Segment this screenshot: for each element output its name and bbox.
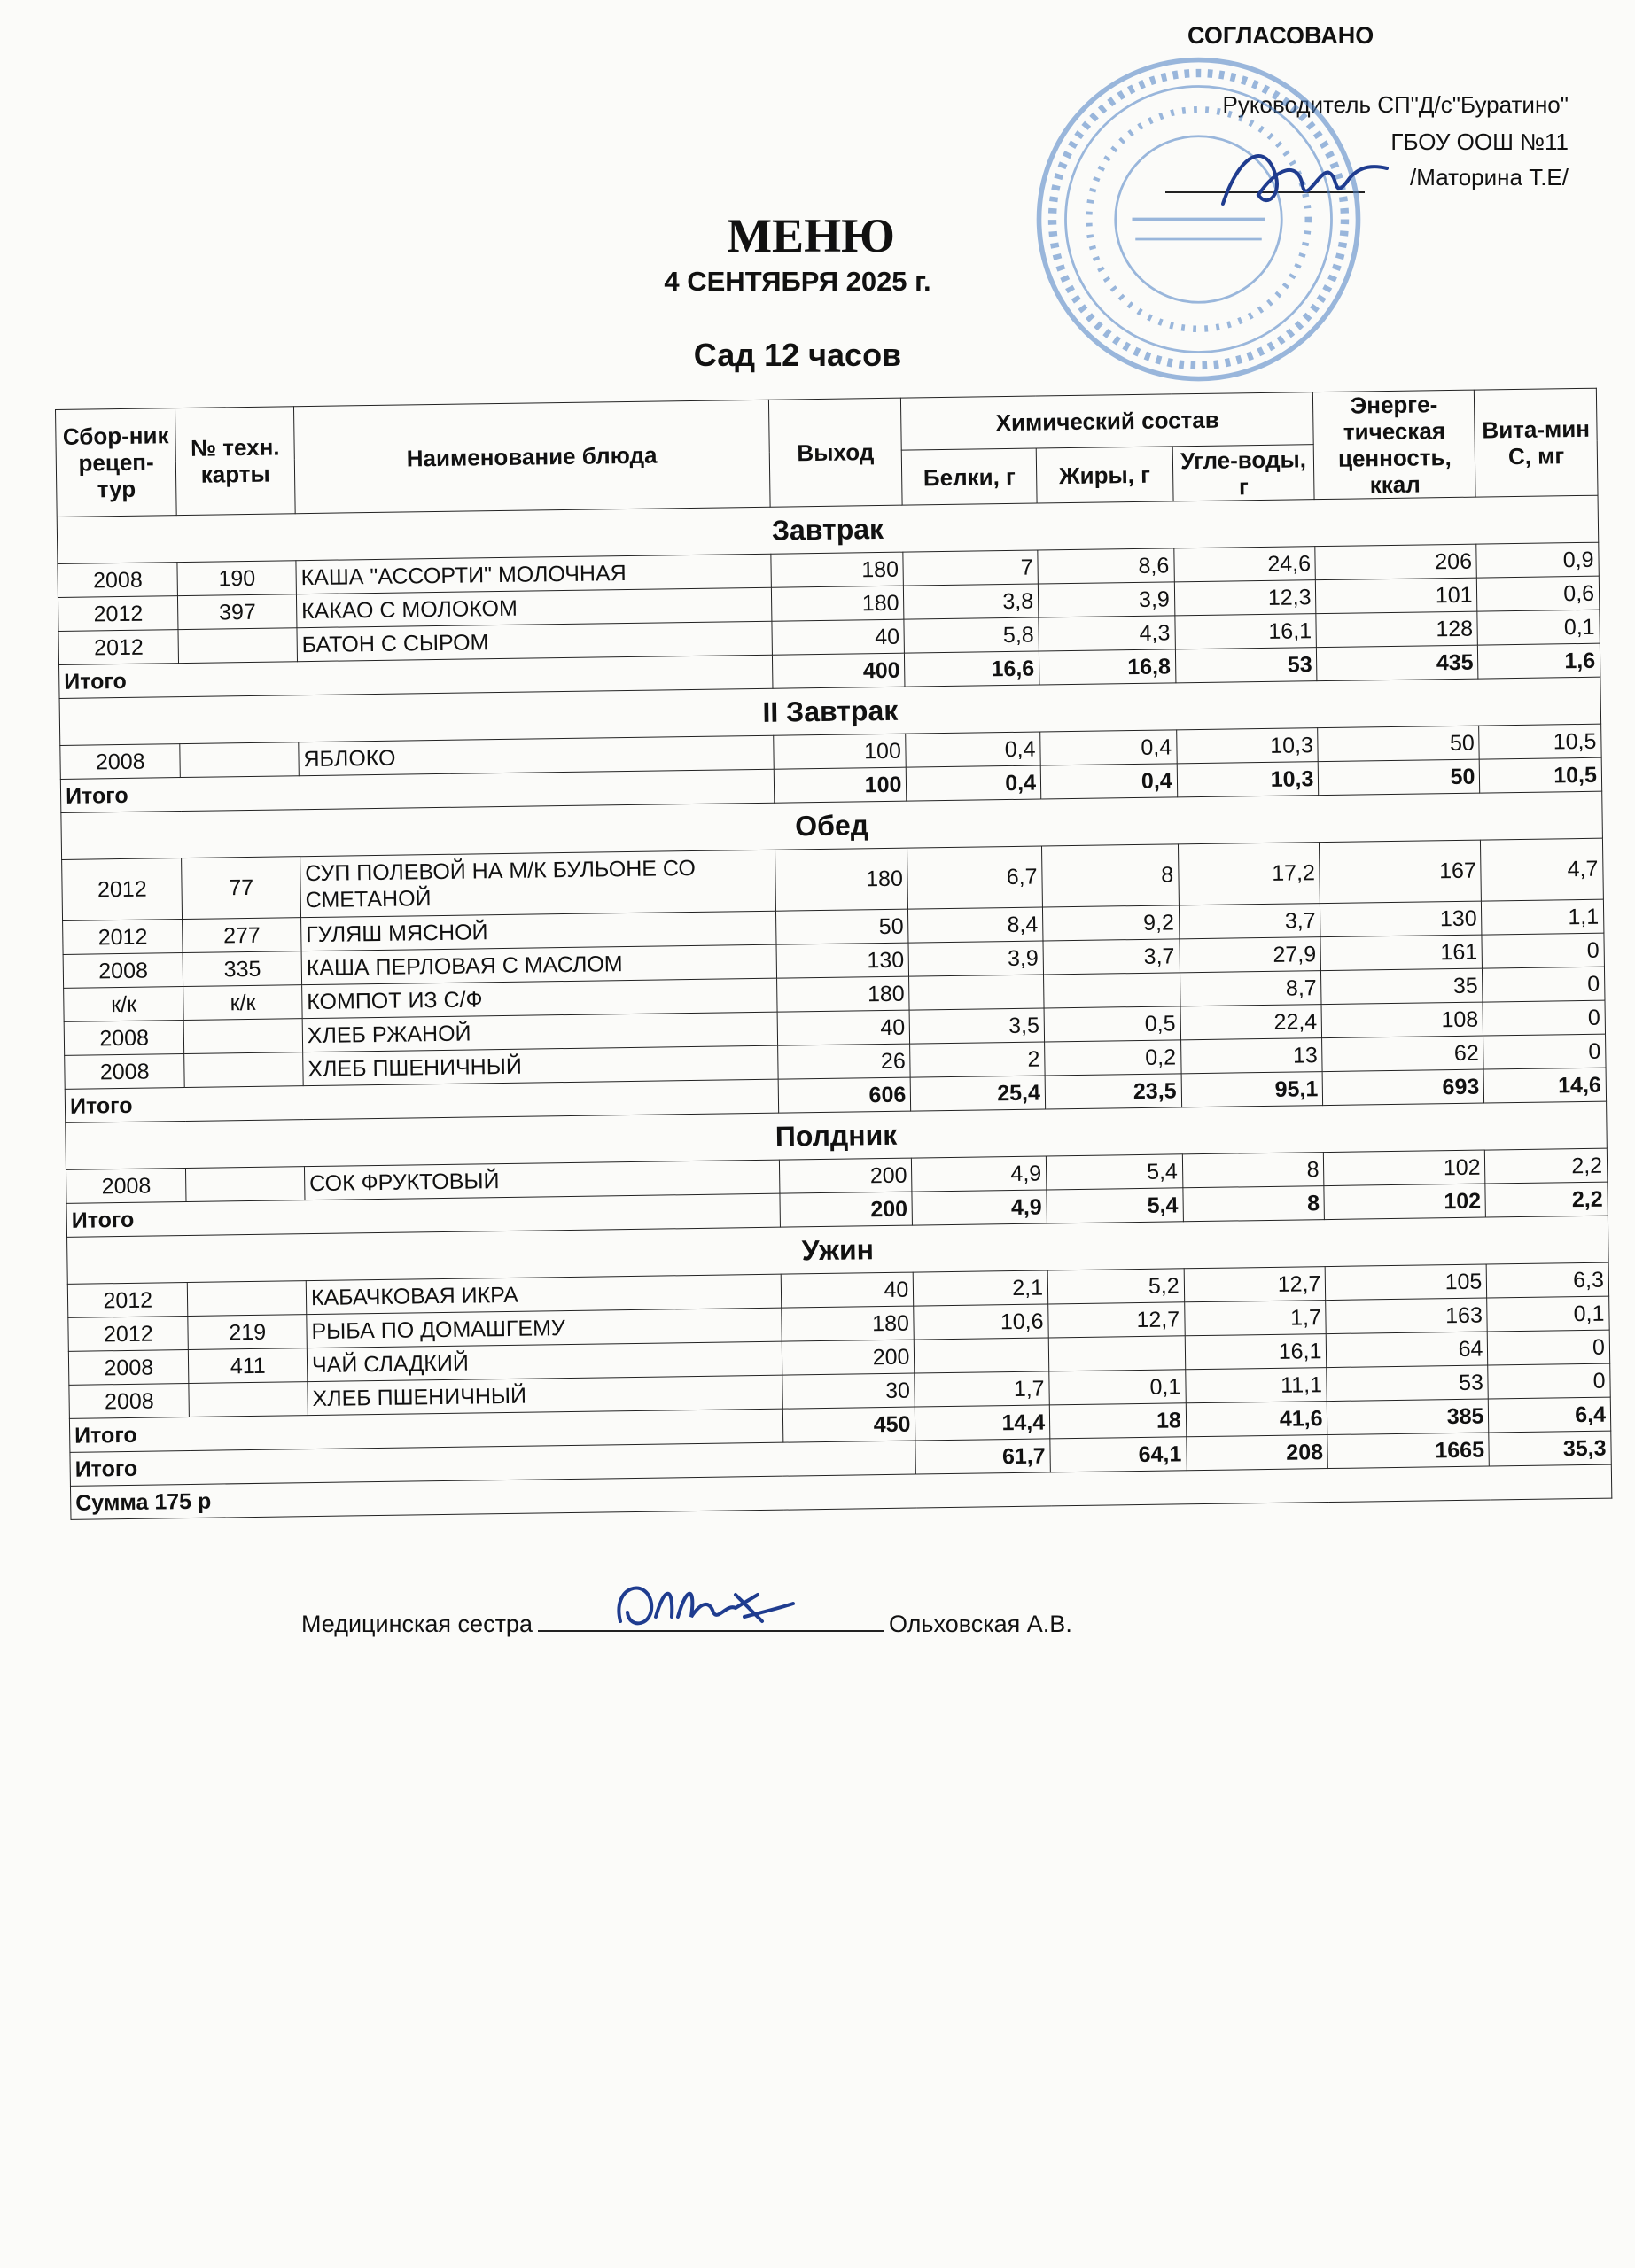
cell-fat: 5,2 — [1047, 1269, 1184, 1304]
total-cell: 23,5 — [1045, 1074, 1181, 1109]
total-cell: 41,6 — [1186, 1402, 1327, 1437]
col-fat: Жиры, г — [1036, 447, 1173, 503]
cell-yield: 50 — [775, 909, 908, 944]
cell-yield: 30 — [782, 1373, 915, 1409]
approval-line-1: Руководитель СП"Д/с"Буратино" — [1222, 91, 1569, 118]
cell-vitc: 0,9 — [1476, 542, 1599, 578]
cell-vitc: 6,3 — [1487, 1262, 1609, 1298]
cell-yield: 180 — [776, 976, 909, 1012]
col-protein: Белки, г — [902, 449, 1038, 506]
cell-carbs: 16,1 — [1175, 614, 1317, 649]
col-dish: Наименование блюда — [293, 400, 769, 513]
nurse-signature-line — [538, 1611, 884, 1632]
cell-vitc: 0 — [1488, 1330, 1610, 1365]
cell-yield: 180 — [782, 1306, 915, 1341]
cell-protein: 2,1 — [914, 1270, 1048, 1306]
nurse-name: Ольховская А.В. — [888, 1611, 1072, 1637]
cell-dish: КАША ПЕРЛОВАЯ С МАСЛОМ — [301, 944, 776, 984]
cell-protein: 2 — [910, 1042, 1045, 1077]
total-cell: 435 — [1317, 645, 1478, 681]
group-label: Сад 12 часов — [693, 337, 902, 373]
cell-fat: 0,2 — [1045, 1040, 1181, 1076]
cell-energy: 101 — [1316, 578, 1477, 614]
cell-protein: 3,8 — [904, 584, 1039, 619]
total-cell: 450 — [782, 1407, 915, 1442]
cell-carbs: 10,3 — [1176, 728, 1318, 764]
cell-collection: 2008 — [65, 1054, 185, 1090]
cell-tech-card — [184, 1019, 303, 1054]
cell-energy: 130 — [1320, 901, 1482, 937]
cell-protein: 10,6 — [914, 1304, 1048, 1340]
total-cell: 16,6 — [905, 651, 1039, 687]
total-cell: 14,4 — [915, 1405, 1050, 1441]
grand-total-cell: 61,7 — [915, 1439, 1050, 1474]
total-cell: 385 — [1327, 1399, 1489, 1435]
cell-carbs: 12,3 — [1174, 580, 1316, 616]
cell-energy: 128 — [1316, 611, 1477, 648]
cell-vitc: 0,6 — [1477, 576, 1600, 611]
cell-fat — [1048, 1336, 1185, 1371]
cell-dish: СОК ФРУКТОВЫЙ — [304, 1160, 779, 1200]
page-title: МЕНЮ — [727, 209, 895, 262]
col-yield: Выход — [768, 398, 902, 507]
cell-collection: 2008 — [58, 563, 178, 598]
cell-collection: 2008 — [69, 1383, 190, 1418]
grand-total-cell: 64,1 — [1050, 1437, 1187, 1472]
grand-total-cell: 1665 — [1327, 1433, 1489, 1469]
cell-collection: 2008 — [60, 744, 181, 780]
section-title: Завтрак — [57, 495, 1599, 563]
cell-tech-card — [180, 742, 299, 778]
cell-yield: 40 — [777, 1010, 910, 1045]
cell-protein: 0,4 — [906, 732, 1040, 767]
cell-protein: 3,5 — [909, 1008, 1044, 1044]
cell-collection: 2008 — [64, 1021, 184, 1056]
cell-vitc: 2,2 — [1485, 1148, 1608, 1184]
total-label: Итого — [65, 1079, 778, 1122]
cell-dish: ГУЛЯШ МЯСНОЙ — [300, 911, 775, 951]
menu-table — [55, 388, 1612, 1520]
total-cell: 0,4 — [907, 765, 1041, 801]
cell-collection: 2008 — [68, 1349, 189, 1385]
cell-vitc: 0 — [1483, 1000, 1605, 1036]
cell-energy: 167 — [1320, 840, 1482, 904]
total-label: Итого — [59, 655, 773, 698]
total-label: Итого — [66, 1193, 780, 1237]
cell-tech-card: 190 — [177, 561, 296, 596]
cell-dish: СУП ПОЛЕВОЙ НА М/К БУЛЬОНЕ СО СМЕТАНОЙ — [300, 850, 775, 917]
total-cell: 50 — [1319, 759, 1480, 796]
signature-director-icon — [1214, 133, 1391, 230]
cell-dish: ХЛЕБ ПШЕНИЧНЫЙ — [303, 1045, 778, 1085]
cell-vitc: 0 — [1488, 1363, 1610, 1399]
cell-tech-card — [186, 1167, 305, 1202]
cell-fat: 0,1 — [1049, 1370, 1186, 1405]
col-energy: Энерге-тическая ценность, ккал — [1313, 390, 1476, 500]
cell-dish: БАТОН С СЫРОМ — [297, 621, 772, 661]
approval-title: СОГЛАСОВАНО — [1187, 22, 1374, 49]
total-cell: 5,4 — [1047, 1188, 1183, 1223]
cell-carbs: 27,9 — [1180, 937, 1321, 973]
grand-total-cell: 35,3 — [1489, 1431, 1611, 1466]
cell-tech-card — [178, 628, 297, 664]
section-title: Обед — [61, 791, 1603, 859]
cell-yield: 200 — [779, 1158, 912, 1193]
grand-total-label: Итого — [70, 1441, 916, 1486]
cell-vitc: 0 — [1483, 1034, 1606, 1069]
cell-vitc: 0,1 — [1487, 1296, 1609, 1332]
menu-date: 4 СЕНТЯБРЯ 2025 г. — [664, 266, 931, 297]
cell-fat — [1044, 973, 1180, 1008]
section-title: Полдник — [66, 1101, 1608, 1169]
table-header-row — [56, 388, 1598, 462]
approval-line-3: /Маторина Т.Е/ — [1410, 164, 1569, 190]
cell-tech-card — [189, 1382, 308, 1418]
cell-collection: 2012 — [58, 630, 179, 665]
cell-tech-card: 397 — [178, 594, 297, 630]
cell-energy: 163 — [1326, 1298, 1487, 1334]
total-cell: 14,6 — [1483, 1068, 1606, 1103]
cell-yield: 26 — [777, 1044, 910, 1079]
total-cell: 10,5 — [1480, 757, 1602, 793]
total-cell: 18 — [1049, 1403, 1186, 1439]
cell-protein: 8,4 — [908, 907, 1043, 943]
cell-carbs: 8 — [1182, 1153, 1324, 1188]
cell-dish: КОМПОТ ИЗ С/Ф — [302, 978, 777, 1018]
cell-energy: 102 — [1324, 1150, 1485, 1186]
total-cell: 0,4 — [1040, 764, 1177, 799]
cell-collection: к/к — [64, 987, 184, 1022]
total-cell: 400 — [772, 653, 905, 688]
cell-fat: 3,9 — [1038, 582, 1174, 617]
total-cell: 102 — [1324, 1184, 1485, 1220]
total-cell: 16,8 — [1039, 649, 1175, 685]
cell-collection: 2008 — [66, 1169, 186, 1204]
cell-carbs: 16,1 — [1185, 1334, 1327, 1370]
cell-energy: 50 — [1318, 726, 1479, 762]
total-label: Итого — [69, 1409, 782, 1452]
total-cell: 200 — [780, 1192, 913, 1227]
cell-fat: 4,3 — [1039, 616, 1175, 651]
total-label: Итого — [60, 769, 774, 812]
col-carbs: Угле-воды, г — [1172, 445, 1315, 501]
col-collection: Сбор-ник рецеп-тур — [56, 408, 177, 517]
total-cell: 100 — [774, 767, 907, 803]
cell-carbs: 22,4 — [1180, 1005, 1322, 1040]
cell-vitc: 0 — [1483, 967, 1605, 1002]
cell-carbs: 1,7 — [1184, 1301, 1326, 1336]
cell-collection: 2012 — [63, 920, 183, 955]
section-title: II Завтрак — [59, 677, 1601, 745]
nurse-signature-block — [301, 1611, 1072, 1638]
cell-protein: 7 — [903, 550, 1038, 586]
cell-yield: 180 — [771, 552, 904, 587]
cell-dish: РЫБА ПО ДОМАШГЕМУ — [307, 1308, 782, 1348]
cell-collection: 2012 — [62, 858, 183, 921]
section-title: Ужин — [67, 1216, 1609, 1284]
total-cell: 53 — [1175, 648, 1317, 683]
cell-energy: 105 — [1326, 1264, 1487, 1301]
cell-carbs: 17,2 — [1178, 843, 1320, 905]
total-cell: 8 — [1183, 1186, 1325, 1222]
total-cell: 1,6 — [1478, 643, 1600, 679]
cell-dish: КАБАЧКОВАЯ ИКРА — [306, 1274, 781, 1314]
cell-energy: 35 — [1321, 968, 1483, 1005]
cell-fat: 12,7 — [1048, 1302, 1185, 1338]
cell-yield: 180 — [775, 848, 908, 911]
cell-tech-card: 277 — [183, 918, 301, 953]
total-cell: 606 — [778, 1077, 911, 1113]
cell-carbs: 3,7 — [1179, 904, 1320, 939]
total-cell: 4,9 — [912, 1190, 1047, 1225]
cell-fat: 0,4 — [1040, 730, 1177, 765]
cell-protein: 4,9 — [912, 1156, 1047, 1192]
cell-yield: 180 — [771, 586, 904, 621]
cell-energy: 64 — [1327, 1332, 1488, 1368]
nurse-role: Медицинская сестра — [301, 1611, 533, 1637]
cell-fat: 8,6 — [1038, 548, 1174, 584]
cell-tech-card: 335 — [183, 951, 302, 987]
cell-protein — [909, 975, 1044, 1010]
cell-tech-card: к/к — [183, 985, 302, 1021]
total-cell: 95,1 — [1181, 1072, 1323, 1107]
cell-vitc: 0 — [1482, 933, 1604, 968]
cell-dish: КАКАО С МОЛОКОМ — [296, 587, 771, 627]
cell-protein: 6,7 — [907, 846, 1043, 909]
cell-carbs: 11,1 — [1185, 1368, 1327, 1403]
cell-tech-card: 219 — [188, 1315, 307, 1350]
cell-vitc: 0,1 — [1477, 610, 1600, 645]
cell-collection: 2012 — [68, 1317, 189, 1352]
cell-energy: 206 — [1315, 544, 1476, 580]
cell-energy: 62 — [1322, 1036, 1483, 1072]
col-tech-card: № техн. карты — [175, 407, 295, 516]
cell-protein — [915, 1338, 1049, 1373]
cell-protein: 3,9 — [908, 941, 1043, 976]
cell-yield: 130 — [776, 943, 909, 978]
sum-label: Сумма 175 р — [70, 1464, 1611, 1519]
cell-collection: 2008 — [63, 953, 183, 989]
cell-fat: 9,2 — [1043, 905, 1180, 941]
cell-yield: 40 — [772, 619, 905, 655]
cell-dish: ХЛЕБ ПШЕНИЧНЫЙ — [308, 1375, 782, 1415]
cell-dish: ХЛЕБ РЖАНОЙ — [302, 1012, 777, 1052]
grand-total-cell: 208 — [1187, 1435, 1328, 1471]
cell-carbs: 12,7 — [1184, 1267, 1326, 1302]
cell-fat: 5,4 — [1046, 1154, 1182, 1190]
cell-carbs: 24,6 — [1174, 547, 1316, 582]
cell-vitc: 1,1 — [1482, 899, 1604, 935]
cell-yield: 40 — [781, 1272, 914, 1308]
cell-energy: 108 — [1321, 1002, 1483, 1038]
cell-tech-card — [184, 1052, 303, 1088]
cell-tech-card — [188, 1281, 307, 1317]
cell-yield: 200 — [782, 1340, 915, 1375]
cell-carbs: 13 — [1180, 1038, 1322, 1074]
total-cell: 25,4 — [911, 1076, 1046, 1111]
cell-energy: 161 — [1320, 935, 1482, 971]
menu-body — [57, 495, 1612, 1519]
cell-fat: 8 — [1042, 844, 1180, 907]
cell-collection: 2012 — [58, 596, 178, 632]
col-chem: Химический состав — [901, 392, 1314, 451]
cell-carbs: 8,7 — [1180, 971, 1321, 1006]
total-cell: 693 — [1323, 1069, 1484, 1106]
cell-collection: 2012 — [67, 1283, 188, 1318]
cell-fat: 0,5 — [1044, 1006, 1180, 1042]
col-vitc: Вита-мин С, мг — [1475, 388, 1598, 497]
cell-protein: 1,7 — [915, 1371, 1049, 1407]
total-cell: 6,4 — [1489, 1397, 1611, 1433]
cell-fat: 3,7 — [1043, 939, 1180, 975]
cell-energy: 53 — [1327, 1365, 1488, 1402]
total-cell: 2,2 — [1485, 1182, 1608, 1217]
total-cell: 10,3 — [1177, 762, 1319, 797]
cell-dish: ЯБЛОКО — [299, 735, 774, 775]
cell-dish: КАША "АССОРТИ" МОЛОЧНАЯ — [296, 554, 771, 594]
cell-yield: 100 — [773, 734, 906, 769]
cell-protein: 5,8 — [904, 617, 1039, 653]
cell-tech-card: 77 — [182, 857, 300, 920]
cell-dish: ЧАЙ СЛАДКИЙ — [307, 1341, 782, 1381]
cell-vitc: 10,5 — [1479, 724, 1601, 759]
cell-tech-card: 411 — [189, 1348, 308, 1384]
cell-vitc: 4,7 — [1481, 838, 1604, 901]
approval-line-2: ГБОУ ООШ №11 — [1390, 128, 1569, 155]
